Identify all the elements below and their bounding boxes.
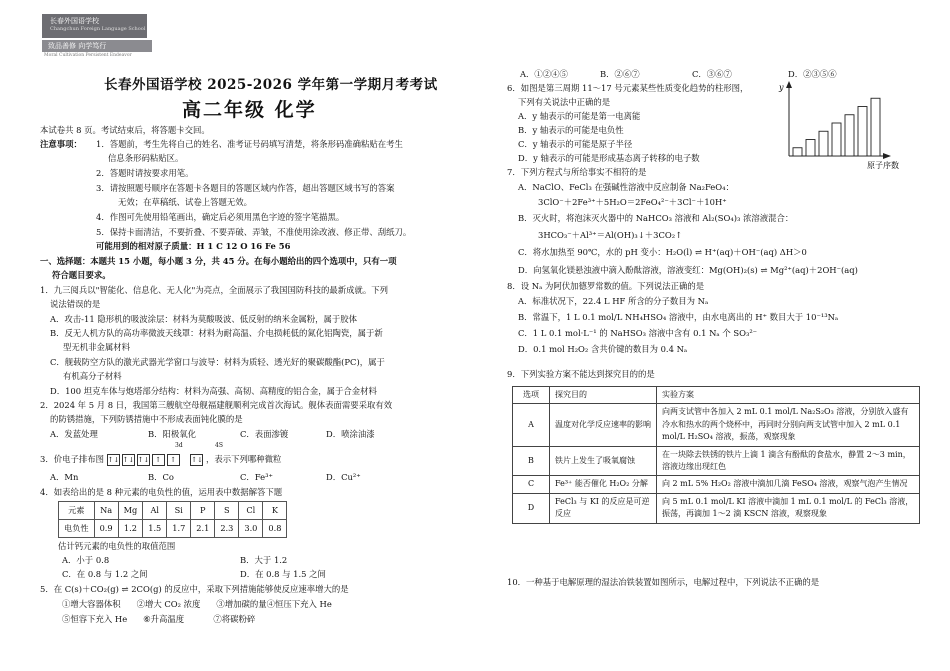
chart-bar-16 xyxy=(858,107,867,157)
exam-title: 长春外国语学校 2025-2026 学年第一学期月考考试 xyxy=(104,77,438,93)
q6-stem: 6．如图是第三周期 11～17 号元素某些性质变化趋势的柱形图， xyxy=(507,83,749,93)
section1-heading: 一、选择题：本题共 15 小题，每小题 3 分，共 45 分。在每小题给出的四个选项中，只有一项 xyxy=(40,256,397,266)
orbital-box: ↑↓ xyxy=(122,455,135,464)
x-axis-arrow xyxy=(883,153,891,159)
table-cell: Si xyxy=(167,502,191,520)
q6-bar-chart xyxy=(775,80,915,170)
table-cell: 元素 xyxy=(59,502,95,520)
chart-bar-14 xyxy=(832,123,841,156)
q7-option-b-eq: 3HCO₃⁻＋Al³⁺＝Al(OH)₃↓＋3CO₂↑ xyxy=(538,230,683,240)
q6-option-c: C．y 轴表示的可能是原子半径 xyxy=(518,139,633,149)
table-row xyxy=(513,476,920,493)
table-cell: B xyxy=(513,446,550,476)
q5-option-d: D．②③⑤⑥ xyxy=(788,69,837,79)
notice-item: 4．作图可先使用铅笔画出，确定后必须用黑色字迹的签字笔描黑。 xyxy=(96,212,345,222)
atomic-masses: 可能用到的相对原子质量：H 1 C 12 O 16 Fe 56 xyxy=(96,241,291,251)
table-cell: 电负性 xyxy=(59,520,95,538)
orbital-diagram-3d xyxy=(107,454,180,466)
table-cell: 1.7 xyxy=(167,520,191,538)
table-cell: 在一块除去铁锈的铁片上滴 1 滴含有酚酞的食盐水，静置 2～3 min，溶液边缘出现红色 xyxy=(657,446,920,476)
q7-option-b: B．灭火时，将泡沫灭火器中的 NaHCO₃ 溶液和 Al₂(SO₄)₃ 浓溶液混合： xyxy=(518,213,794,223)
table-cell: K xyxy=(263,502,287,520)
q6-option-d: D．y 轴表示的可能是形成基态离子转移的电子数 xyxy=(518,153,700,163)
table-cell: P xyxy=(191,502,215,520)
notice-item: 信息条形码粘贴区。 xyxy=(108,153,184,163)
notice-item: 1．答题前，考生先将自己的姓名、准考证号码填写清楚，将条形码准确粘贴在考生 xyxy=(96,139,403,149)
table-cell: S xyxy=(215,502,239,520)
q4-option-d: D．在 0.8 与 1.5 之间 xyxy=(240,569,326,579)
chart-bar-11 xyxy=(793,148,802,156)
q7-option-a-eq: 3ClO⁻＋2Fe³⁺＋5H₂O＝2FeO₄²⁻＋3Cl⁻＋10H⁺ xyxy=(538,197,727,207)
orbital-box: ↑↓ xyxy=(191,455,204,464)
electronegativity-table xyxy=(58,501,287,538)
q6-stem-cont: 下列有关说法中正确的是 xyxy=(518,97,611,107)
q8-option-a: A．标准状况下，22.4 L HF 所含的分子数目为 Nₐ xyxy=(518,296,709,306)
q2-stem-cont: 的防锈措施，下列防锈措施中不形成表面钝化膜的是 xyxy=(50,414,243,424)
q3-stem-tail: ，表示下列哪种微粒 xyxy=(205,454,282,464)
school-logo xyxy=(42,14,152,60)
table-cell: 0.9 xyxy=(94,520,118,538)
table-cell: D xyxy=(513,493,550,523)
q6-option-b: B．y 轴表示的可能是电负性 xyxy=(518,125,624,135)
notice-label: 注意事项： xyxy=(40,139,82,149)
q8-option-d: D．0.1 mol H₂O₂ 含共价键的数目为 0.4 Nₐ xyxy=(518,344,688,354)
table-cell: 2.1 xyxy=(191,520,215,538)
q2-option-d: D．喷涂油漆 xyxy=(326,429,375,439)
q1-option-b: B．反无人机方队的高功率微波天线罩：材料为耐高温、介电损耗低的氮化铝陶瓷，属于新 xyxy=(50,328,383,338)
orbital-box: ↑↓ xyxy=(137,455,150,464)
q1-stem-cont: 说法错误的是 xyxy=(50,299,101,309)
q3-option-d: D．Cu²⁺ xyxy=(326,472,361,482)
chart-bar-13 xyxy=(819,131,828,156)
q4-sub: 估计钙元素的电负性的取值范围 xyxy=(58,541,176,551)
table-cell: 向 5 mL 0.1 mol/L KI 溶液中滴加 1 mL 0.1 mol/L 的 FeCl₃ 溶液，振荡，再滴加 1～2 滴 KSCN 溶液，观察现象 xyxy=(657,493,920,523)
q1-option-a: A．攻击-11 隐形机的吸波涂层：材料为莫酸吸波、低反射的纳米金属粉，属于胶体 xyxy=(50,314,357,324)
table-cell: 1.5 xyxy=(143,520,167,538)
table-cell: Mg xyxy=(118,502,143,520)
chart-bar-12 xyxy=(806,140,815,157)
logo-motto-en: Moral Cultivation Persistent Endeavor xyxy=(44,53,132,58)
q3-option-b: B．Co xyxy=(148,472,174,482)
table-cell: Na xyxy=(94,502,118,520)
table-row xyxy=(513,387,920,404)
chart-y-label: y xyxy=(779,83,784,92)
table-cell: 3.0 xyxy=(239,520,263,538)
q1-option-d: D．100 坦克车体与炮塔部分结构：材料为高强、高韧、高精度的铝合金，属于合金材料 xyxy=(50,386,377,396)
q3-stem-text: 3．价电子排布图 xyxy=(40,454,104,464)
notice-item: 无效；在草稿纸、试卷上答题无效。 xyxy=(118,197,252,207)
q2-option-b: B．阳极氧化 xyxy=(148,429,197,439)
q5-option-c: C．③⑥⑦ xyxy=(692,69,732,79)
q8-option-c: C．1 L 0.1 mol·L⁻¹ 的 NaHSO₃ 溶液中含有 0.1 Nₐ 个 SO₃²⁻ xyxy=(518,328,758,338)
table-cell: 0.8 xyxy=(263,520,287,538)
table-cell: A xyxy=(513,404,550,446)
table-cell: FeCl₃ 与 KI 的反应是可逆反应 xyxy=(550,493,657,523)
q1-option-b-cont: 型无机非金属材料 xyxy=(63,342,130,352)
q3-option-a: A．Mn xyxy=(50,472,79,482)
q1-option-c-cont: 有机高分子材料 xyxy=(63,371,122,381)
table-cell: 铁片上发生了吸氧腐蚀 xyxy=(550,446,657,476)
table-row xyxy=(513,404,920,446)
q5-option-a: A．①②④⑤ xyxy=(520,69,568,79)
q1-option-c: C．舰载防空方队的激光武器光学窗口与波导：材料为质轻、透光好的聚碳酸酯(PC)，属于 xyxy=(50,357,385,367)
q6-option-a: A．y 轴表示的可能是第一电离能 xyxy=(518,111,641,121)
table-cell: Cl xyxy=(239,502,263,520)
q2-option-a: A．发蓝处理 xyxy=(50,429,98,439)
q5-option-b: B．②⑥⑦ xyxy=(600,69,640,79)
table-row xyxy=(513,446,920,476)
table-cell: 1.2 xyxy=(118,520,143,538)
table-cell: 向两支试管中各加入 2 mL 0.1 mol/L Na₂S₂O₃ 溶液，分别放入盛有冷水和热水的两个烧杯中，再同时分别向两支试管中加入 2 mL 0.1 mol/L H₂SO₄ 溶液，振荡，观察现象 xyxy=(657,404,920,446)
q3-stem xyxy=(40,453,281,466)
q4-option-b: B．大于 1.2 xyxy=(240,555,288,565)
q7-option-d: D．向氢氧化镁悬浊液中滴入酚酞溶液，溶液变红：Mg(OH)₂(s) ⇌ Mg²⁺(aq)＋2OH⁻(aq) xyxy=(518,265,858,275)
table-row xyxy=(513,493,920,523)
q2-option-c: C．表面渗镀 xyxy=(240,429,289,439)
q3-option-c: C．Fe³⁺ xyxy=(240,472,273,482)
section1-heading-cont: 符合题目要求。 xyxy=(52,270,111,280)
q8-stem: 8．设 Nₐ 为阿伏加德罗常数的值。下列说法正确的是 xyxy=(507,281,705,291)
q7-option-c: C．将水加热至 90℃，水的 pH 变小：H₂O(l) ⇌ H⁺(aq)＋OH⁻(aq) ΔH＞0 xyxy=(518,247,807,257)
chart-bar-15 xyxy=(845,115,854,156)
q1-stem: 1．九三阅兵以"智能化、信息化、无人化"为亮点，全面展示了我国国防科技的最新成就。下列 xyxy=(40,285,389,295)
logo-name: 长春外国语学校 xyxy=(50,17,99,25)
table-header: 探究目的 xyxy=(550,387,657,404)
table-cell: C xyxy=(513,476,550,493)
experiment-table xyxy=(512,386,920,524)
q5-options-line2: ⑤恒容下充入 He ⑥升高温度 ⑦将碳粉碎 xyxy=(62,614,256,624)
notice-item: 5．保持卡面清洁，不要折叠、不要弄破、弄皱，不准使用涂改液、修正带、刮纸刀。 xyxy=(96,227,412,237)
table-cell: Fe³⁺ 能否催化 H₂O₂ 分解 xyxy=(550,476,657,493)
q5-stem: 5．在 C(s)＋CO₂(g) ⇌ 2CO(g) 的反应中，采取下列措施能够使反应速率增大的是 xyxy=(40,584,349,594)
notice-item: 2．答题时请按要求用笔。 xyxy=(96,168,194,178)
q8-option-b: B．常温下，1 L 0.1 mol/L NH₄HSO₄ 溶液中，由水电离出的 H⁺ 数目大于 10⁻¹³Nₐ xyxy=(518,312,839,322)
orbital-box: ↑↓ xyxy=(107,455,120,464)
chart-bar-17 xyxy=(871,98,880,156)
orbital-box: ↑ xyxy=(167,454,180,466)
exam-subtitle: 高二年级 化学 xyxy=(182,99,317,121)
q7-option-a: A．NaClO、FeCl₃ 在强碱性溶液中反应制备 Na₂FeO₄： xyxy=(518,182,734,192)
chart-x-label: 原子序数 xyxy=(867,161,899,170)
q9-stem: 9．下列实验方案不能达到探究目的的是 xyxy=(507,369,655,379)
intro-text: 本试卷共 8 页。考试结束后，将答题卡交回。 xyxy=(40,125,210,135)
table-cell: 2.3 xyxy=(215,520,239,538)
table-header: 实验方案 xyxy=(657,387,920,404)
table-header: 选项 xyxy=(513,387,550,404)
q3-label-4s: 4S xyxy=(215,442,223,449)
q10-stem: 10．一种基于电解原理的湿法冶铁装置如图所示，电解过程中，下列说法不正确的是 xyxy=(507,577,820,587)
logo-motto: 致品善修 向学笃行 xyxy=(42,40,152,52)
logo-english: Changchun Foreign Language School xyxy=(50,26,146,32)
y-axis-arrow xyxy=(786,81,792,88)
q7-stem: 7．下列方程式与所给事实不相符的是 xyxy=(507,167,647,177)
q4-option-c: C．在 0.8 与 1.2 之间 xyxy=(62,569,148,579)
q3-label-3d: 3d xyxy=(175,442,183,449)
table-row xyxy=(59,520,287,538)
table-row xyxy=(59,502,287,520)
notice-item: 3．请按照题号顺序在答题卡各题目的答题区域内作答，超出答题区域书写的答案 xyxy=(96,183,395,193)
table-cell: 向 2 mL 5% H₂O₂ 溶液中滴加几滴 FeSO₄ 溶液，观察气泡产生情况 xyxy=(657,476,920,493)
q2-stem: 2．2024 年 5 月 8 日，我国第三艘航空母舰福建舰顺利完成首次海试。舰体表面需要采取有效 xyxy=(40,400,393,410)
orbital-box: ↑ xyxy=(152,454,165,466)
orbital-diagram-4s xyxy=(190,454,203,466)
q5-options-line1: ①增大容器体积 ②增大 CO₂ 浓度 ③增加碳的量④恒压下充入 He xyxy=(62,599,332,609)
table-cell: Al xyxy=(143,502,167,520)
q4-stem: 4．如表给出的是 8 种元素的电负性的值，运用表中数据解答下题 xyxy=(40,487,283,497)
table-cell: 温度对化学反应速率的影响 xyxy=(550,404,657,446)
q4-option-a: A．小于 0.8 xyxy=(62,555,110,565)
